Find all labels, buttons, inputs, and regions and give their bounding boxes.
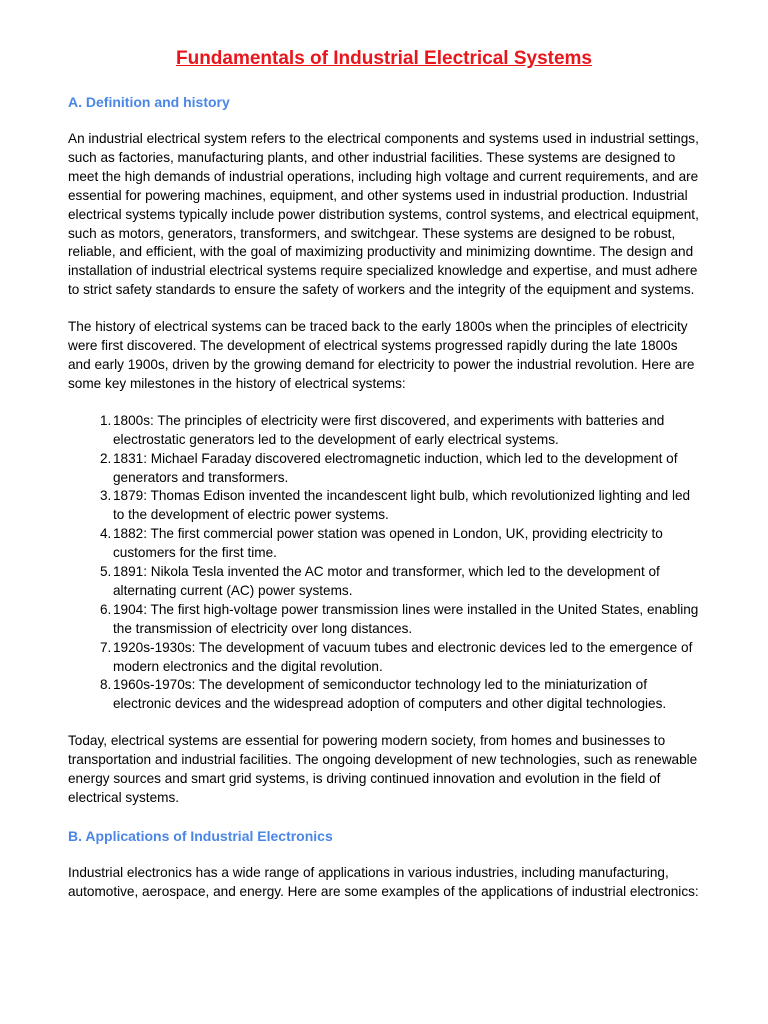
list-item-text: 1891: Nikola Tesla invented the AC motor and transformer, which led to the development of alternating current (AC) power systems. bbox=[113, 564, 660, 598]
milestones-list bbox=[68, 412, 700, 715]
list-item-text: 1920s-1930s: The development of vacuum tubes and electronic devices led to the emergence of modern electronics and the digital revolution. bbox=[113, 639, 693, 674]
list-item-text: 1904: The first high-voltage power transmission lines were installed in the United States, enabling the transmission of electricity over long distances. bbox=[113, 601, 699, 636]
list-item bbox=[68, 525, 700, 563]
list-item bbox=[68, 639, 700, 677]
list-item-text: 1879: Thomas Edison invented the incandescent light bulb, which revolutionized lighting and led to the development of electric power systems. bbox=[113, 488, 691, 523]
list-item bbox=[68, 676, 700, 714]
section-heading: A. Definition and history bbox=[68, 94, 230, 110]
list-number: 8. bbox=[100, 677, 112, 693]
list-number: 1. bbox=[100, 412, 112, 428]
list-item-text: 1882: The first commercial power station was opened in London, UK, providing electricity to customers for the first time. bbox=[113, 526, 663, 561]
list-item-text: 1800s: The principles of electricity were first discovered, and experiments with batteries and electrostatic generators led to the development of early electrical systems. bbox=[113, 412, 665, 447]
list-number: 4. bbox=[100, 526, 112, 542]
list-item bbox=[68, 601, 700, 639]
document-title: Fundamentals of Industrial Electrical Systems bbox=[175, 48, 592, 69]
list-item bbox=[68, 412, 700, 450]
section-heading: B. Applications of Industrial Electronics bbox=[68, 827, 333, 844]
list-item bbox=[68, 487, 700, 525]
list-number: 2. bbox=[100, 450, 112, 466]
list-item-text: 1960s-1970s: The development of semiconductor technology led to the miniaturization of electronic devices and the widespread adoption of computers and other digital technologies. bbox=[113, 677, 667, 712]
list-number: 7. bbox=[100, 639, 112, 655]
paragraph: An industrial electrical system refers to the electrical components and systems used in industrial settings, such as factories, manufacturing plants, and other industrial facilities. These systems are designed to meet the high demands of industrial operations, including high voltage and current requirements, and are essential for powering machines, equipment, and other systems used in industrial production. Industrial electrical systems typically include power distribution systems, control systems, and electrical equipment, such as motors, generators, transformers, and switchgear. These systems are designed to be robust, reliable, and efficient, with the goal of maximizing productivity and minimizing downtime. The design and installation of industrial electrical systems require specialized knowledge and expertise, and must adhere to strict safety standards to ensure the safety of workers and the integrity of the equipment and systems. bbox=[68, 131, 699, 298]
list-item bbox=[68, 563, 700, 601]
section-definition-history bbox=[68, 92, 700, 808]
paragraph: The history of electrical systems can be traced back to the early 1800s when the principles of electricity were first discovered. The development of electrical systems progressed rapidly during the late 1800s and early 1900s, driven by the growing demand for electricity to power the industrial revolution. Here are some key milestones in the history of electrical systems: bbox=[68, 319, 695, 391]
list-number: 5. bbox=[100, 564, 112, 580]
paragraph: Industrial electronics has a wide range of applications in various industries, including manufacturing, automotive, aerospace, and energy. Here are some examples of the applications of industrial electronics: bbox=[68, 864, 699, 899]
paragraph: Today, electrical systems are essential for powering modern society, from homes and businesses to transportation and industrial facilities. The ongoing development of new technologies, such as renewable energy sources and smart grid systems, is driving continued innovation and evolution in the field of electrical systems. bbox=[68, 733, 698, 805]
list-number: 3. bbox=[100, 488, 112, 504]
section-applications bbox=[68, 826, 700, 902]
list-number: 6. bbox=[100, 601, 112, 617]
list-item-text: 1831: Michael Faraday discovered electromagnetic induction, which led to the development of generators and transformers. bbox=[113, 450, 678, 485]
list-item bbox=[68, 450, 700, 488]
